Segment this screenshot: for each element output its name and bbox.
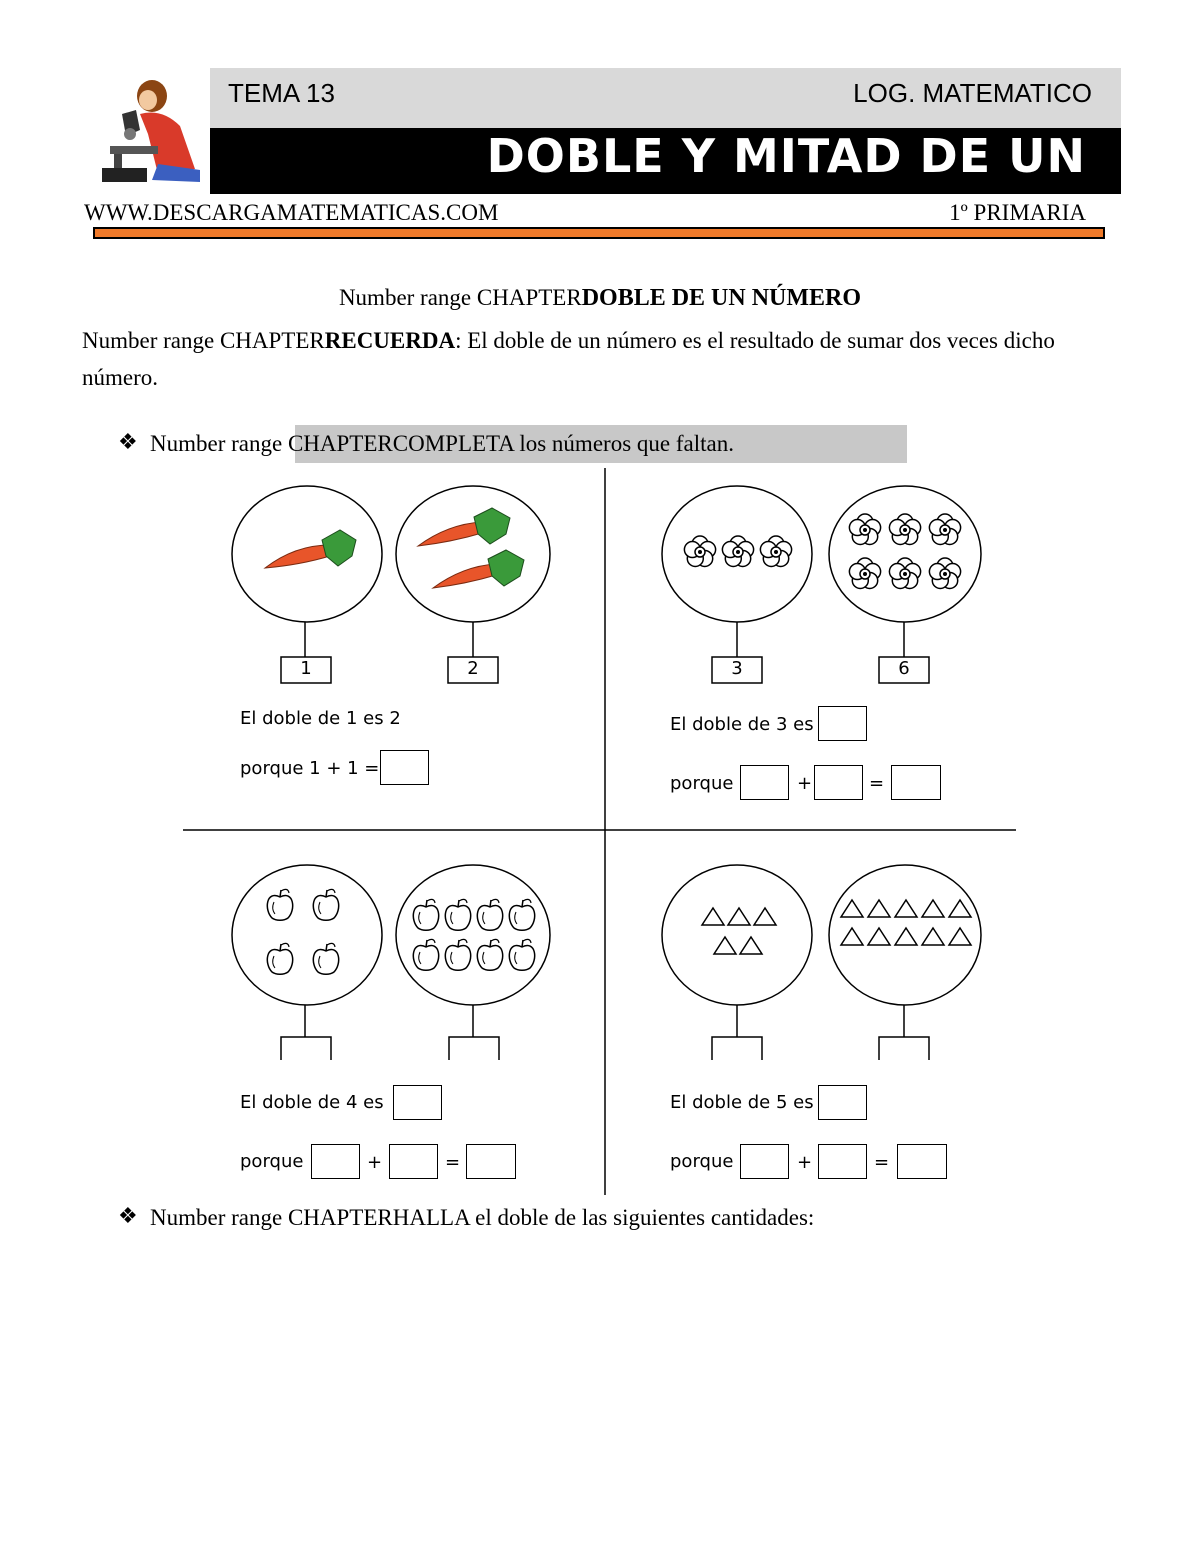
quadrant-triangles	[662, 865, 981, 1060]
instruction-text: COMPLETA los números que faltan.	[392, 431, 734, 456]
answer-box[interactable]	[818, 706, 867, 741]
subject-label: LOG. MATEMATICO	[853, 78, 1092, 108]
recuerda-text: : El doble de un número es el resultado de sumar dos veces dicho número.	[82, 328, 1055, 390]
count-box	[712, 1037, 762, 1060]
sum-box[interactable]	[466, 1144, 516, 1179]
equals-sign: =	[869, 773, 885, 794]
instruction-prefix: Number range	[150, 431, 288, 456]
count-label: 3	[731, 658, 743, 679]
reason-line: porque	[240, 1151, 304, 1172]
count-label: 2	[467, 658, 479, 679]
recuerda-label: RECUERDA	[324, 328, 456, 353]
addend-box[interactable]	[740, 1144, 789, 1179]
right-set-circle	[396, 486, 550, 622]
statement-line: El doble de 1 es 2	[240, 708, 401, 729]
instruction-text: HALLA el doble de las siguientes cantidades:	[392, 1205, 815, 1230]
count-box	[449, 1037, 499, 1060]
answer-box[interactable]	[818, 1085, 867, 1120]
reason-line: porque 1 + 1 =	[240, 758, 380, 779]
section-title-text: DOBLE DE UN NÚMERO	[581, 285, 862, 311]
count-box	[879, 1037, 929, 1060]
statement-line: El doble de 3 es	[670, 714, 814, 735]
instruction-chapter: CHAPTER	[287, 431, 393, 456]
reason-line: porque	[670, 773, 734, 794]
website-text: WWW.DESCARGAMATEMATICAS.COM	[84, 200, 499, 225]
statement-line: El doble de 5 es	[670, 1092, 814, 1113]
bullet-diamond-icon: ❖	[118, 430, 138, 455]
addend-box[interactable]	[311, 1144, 360, 1179]
instruction-prefix: Number range CHAPTER	[150, 1205, 393, 1230]
count-label: 1	[300, 658, 312, 679]
section-prefix: Number range CHAPTER	[338, 285, 582, 310]
answer-box[interactable]	[393, 1085, 442, 1120]
count-box	[281, 1037, 331, 1060]
answer-box[interactable]	[380, 750, 429, 785]
reason-line: porque	[670, 1151, 734, 1172]
addend-box[interactable]	[740, 765, 789, 800]
left-set-circle	[232, 865, 382, 1005]
sum-box[interactable]	[891, 765, 941, 800]
topic-label: TEMA 13	[228, 78, 335, 108]
plus-sign: +	[367, 1152, 383, 1173]
right-set-circle	[396, 865, 550, 1005]
sum-box[interactable]	[897, 1144, 947, 1179]
instruction-halla	[150, 1205, 814, 1231]
addend-box[interactable]	[389, 1144, 438, 1179]
page-title: DOBLE Y MITAD DE UN	[486, 129, 1086, 183]
statement-line: El doble de 4 es	[240, 1092, 384, 1113]
grade-label: 1º PRIMARIA	[949, 200, 1086, 225]
recuerda-prefix: Number range CHAPTER	[82, 328, 325, 353]
plus-sign: +	[797, 1152, 813, 1173]
addend-box[interactable]	[814, 765, 863, 800]
equals-sign: =	[445, 1152, 461, 1173]
addend-box[interactable]	[818, 1144, 867, 1179]
plus-sign: +	[797, 773, 813, 794]
bullet-diamond-icon: ❖	[118, 1204, 138, 1229]
right-set-circle	[829, 486, 981, 622]
equals-sign: =	[874, 1152, 890, 1173]
left-set-circle	[662, 865, 812, 1005]
quadrant-carrots	[232, 486, 550, 683]
count-label: 6	[898, 658, 910, 679]
